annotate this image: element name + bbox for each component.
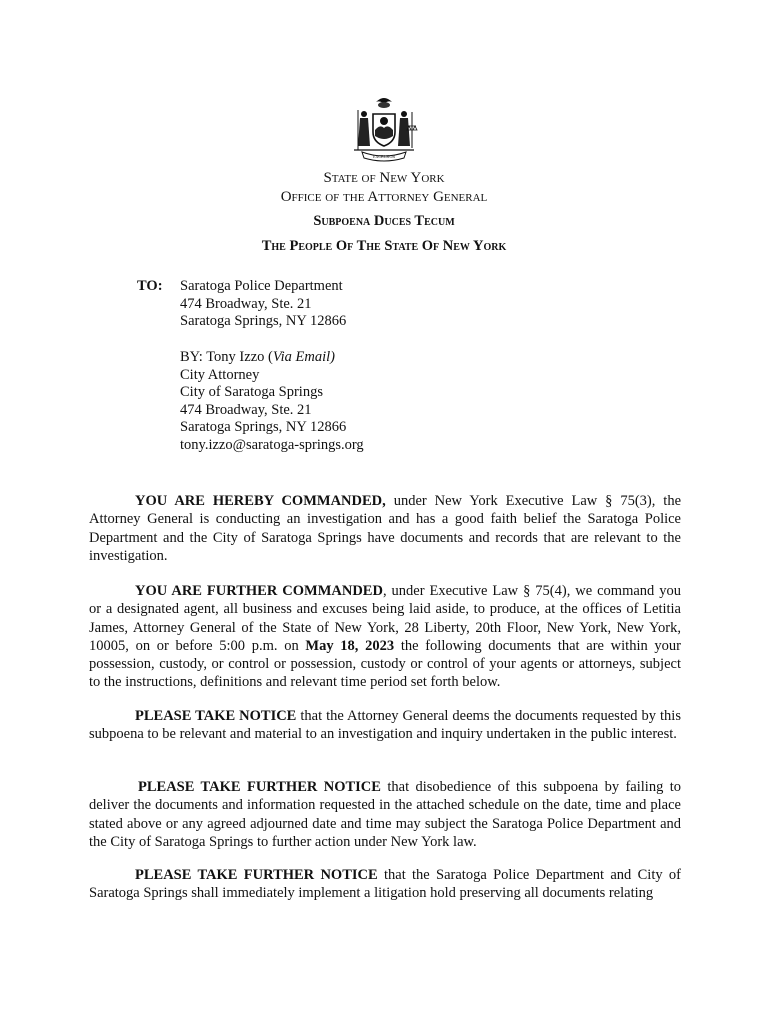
paragraph-lead: YOU ARE HEREBY COMMANDED, [135,493,386,509]
address-line: 474 Broadway, Ste. 21 [180,295,312,312]
service-line: 474 Broadway, Ste. 21 [180,401,312,418]
people-heading: The People Of The State Of New York [261,238,507,254]
service-line: City Attorney [180,366,260,383]
paragraph-lead: PLEASE TAKE FURTHER NOTICE [135,867,378,883]
state-heading: State of New York [323,170,445,186]
paragraph-body: that the Attorney General deems the documents requested by this subpoena to be relevant and material to an investigation and inquiry undertaken in the public interest. [89,708,681,743]
paragraph-body: under New York Executive Law § 75(3), the Attorney General is conducting an investigation and has a good faith belief the Saratoga Police Department and the City of Saratoga Springs have documents and records that are relevant to the investigation. [89,493,682,564]
office-heading: Office of the Attorney General [280,189,488,205]
recipient-address [180,278,346,331]
state-seal-icon [340,92,428,164]
to-label: TO: [137,278,163,294]
paragraph-lead: YOU ARE FURTHER COMMANDED [135,583,383,599]
paragraph-further-notice-litigation-hold [89,866,681,903]
paragraph-further-notice-disobedience [89,778,681,851]
paragraph-hereby-commanded [89,492,681,565]
paragraph-take-notice [89,707,681,744]
paragraph-body: that disobedience of this subpoena by failing to deliver the documents and information requested in the attached schedule on the date, time and place stated above or any agreed adjourned date and time may subject the Saratoga Police Department and the City of Saratoga Springs to further action under New York law. [89,779,681,850]
paragraph-lead: PLEASE TAKE FURTHER NOTICE [138,779,381,795]
paragraph-body: the following documents that are within your possession, custody, or control or possession, custody or control of your agents or attorneys, subject to the instructions, definitions and relevant time period set forth below. [89,637,681,691]
by-line [180,349,364,367]
paragraph-body: that the Saratoga Police Department and City of Saratoga Springs shall immediately implement a litigation hold preserving all documents relating [89,867,681,902]
service-line: City of Saratoga Springs [180,384,323,401]
production-date: May 18, 2023 [305,637,395,654]
service-block [180,349,364,455]
paragraph-body: , under Executive Law § 75(4), we command you or a designated agent, all business and excuses being laid aside, to produce, at the offices of Letitia James, Attorney General of the State of New York, 28 Liberty, 20th Floor, New York, New York, 10005, on or before 5:00 p.m. on [89,583,681,654]
paragraph-further-commanded [89,582,681,692]
paragraph-lead: PLEASE TAKE NOTICE [135,708,297,724]
address-line: Saratoga Police Department [180,278,343,294]
by-prefix: BY: Tony Izzo ( [180,349,273,365]
email-address: tony.izzo@saratoga-springs.org [180,436,364,453]
via-email: Via Email) [272,349,335,365]
seal-motto: EXCELSIOR [373,154,395,159]
address-line: Saratoga Springs, NY 12866 [180,313,347,330]
document-type-heading: Subpoena Duces Tecum [313,213,455,229]
service-line: Saratoga Springs, NY 12866 [180,419,347,436]
